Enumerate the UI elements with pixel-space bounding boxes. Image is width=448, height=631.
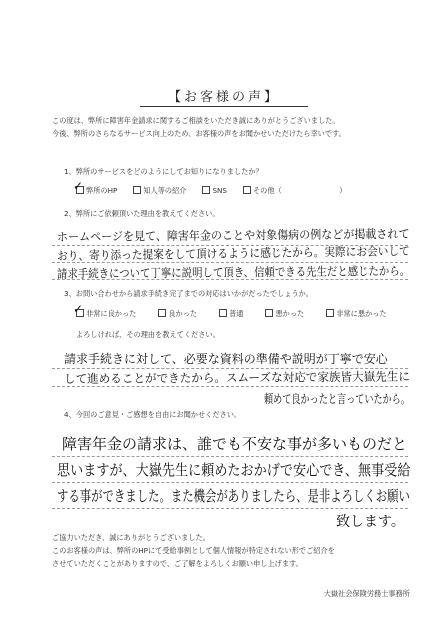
checkbox[interactable] bbox=[219, 309, 227, 317]
option-referral[interactable]: 知人等の紹介 bbox=[133, 186, 186, 196]
handwritten-answer-line: する事ができました。また機会がありましたら、是非よろしくお願い bbox=[57, 487, 410, 505]
answer-line bbox=[52, 456, 408, 457]
question-2: 2、弊所にご依頼頂いた理由を教えてください。 bbox=[64, 209, 220, 218]
handwritten-answer-line: 障害年金の請求は、誰でも不安な事が多いものだと bbox=[62, 435, 408, 453]
checkbox[interactable] bbox=[133, 186, 141, 194]
option-sns[interactable]: SNS bbox=[202, 186, 227, 196]
footer-line: させていただくことがありますので、ご了解をよろしくお願い申し上げます。 bbox=[52, 559, 303, 568]
intro-line: この度は、弊所に障害年金請求に関するご相談をいただき誠にありがとうございました。 bbox=[52, 116, 340, 125]
office-signature: 大嶽社会保険労務士事務所 bbox=[323, 589, 410, 598]
option-good[interactable]: 良かった bbox=[158, 309, 197, 319]
checkmark-icon: ✓ bbox=[73, 302, 84, 316]
option-very-bad[interactable]: 非常に悪かった bbox=[326, 309, 386, 319]
checkbox[interactable] bbox=[158, 309, 166, 317]
answer-line bbox=[52, 482, 408, 483]
checkbox[interactable] bbox=[243, 186, 251, 194]
checkmark-icon: ✓ bbox=[73, 179, 84, 193]
question-4: 4、今回のご意見・ご感想を自由にお聞かせください。 bbox=[64, 410, 242, 419]
footer-text bbox=[52, 531, 335, 570]
checkbox[interactable] bbox=[265, 309, 273, 317]
handwritten-answer-line: 思いますが、大嶽先生に頼めたおかげで安心でき、無事受給 bbox=[57, 461, 411, 479]
option-hp[interactable]: 弊所のHP bbox=[76, 186, 117, 196]
handwritten-answer-line: 請求手続きに対して、必要な資料の準備や説明が丁寧で安心 bbox=[64, 352, 388, 366]
option-other[interactable]: その他（ ） bbox=[243, 186, 346, 196]
handwritten-answer-line: ホームページを見て、障害年金のことや対象傷病の例などが掲載されて bbox=[56, 226, 410, 244]
question-1-options bbox=[76, 186, 362, 196]
option-neutral[interactable]: 普通 bbox=[219, 309, 243, 319]
question-1: 1、弊所のサービスをどのようにしてお知りになりましたか？ bbox=[64, 167, 263, 176]
handwritten-answer-line: 請求手続きについて丁寧に説明して頂き、信頼できる先生だと感じたから。 bbox=[56, 263, 411, 281]
page-title: 【お客様の声】 bbox=[167, 90, 280, 105]
answer-line bbox=[52, 508, 408, 509]
footer-line: ご協力いただき、誠にありがとうございました。 bbox=[52, 533, 210, 542]
checkbox[interactable] bbox=[326, 309, 334, 317]
question-3: 3、お問い合わせから請求手続き完了までの対応はいかがだったでしょうか。 bbox=[64, 289, 313, 298]
question-3-followup: よろしければ、その理由を教えてください。 bbox=[76, 330, 220, 339]
handwritten-answer-line: 致します。 bbox=[336, 514, 405, 530]
title-underline bbox=[140, 106, 308, 107]
handwritten-answer-line: おり、寄り添った提案をして頂けるように感じたから。実際にお会いして bbox=[56, 244, 410, 263]
option-bad[interactable]: 悪かった bbox=[265, 309, 304, 319]
intro-line: 今後、弊所のさらなるサービス向上のため、お客様の声をお聞かせいただけたら幸いです。 bbox=[52, 129, 346, 138]
handwritten-answer-line: 頼めて良かったと言っていたから。 bbox=[264, 392, 410, 406]
handwritten-answer-line: して進めることができたから。スムーズな対応で家族皆大嶽先生に bbox=[63, 369, 410, 386]
option-very-good[interactable]: 非常に良かった bbox=[76, 309, 136, 319]
intro-text bbox=[52, 114, 422, 140]
footer-line: このお客様の声は、弊所のHPにて受給事例として個人情報が特定されない形でご紹介を bbox=[52, 546, 335, 555]
question-3-options bbox=[76, 309, 403, 319]
checkbox[interactable] bbox=[202, 186, 210, 194]
